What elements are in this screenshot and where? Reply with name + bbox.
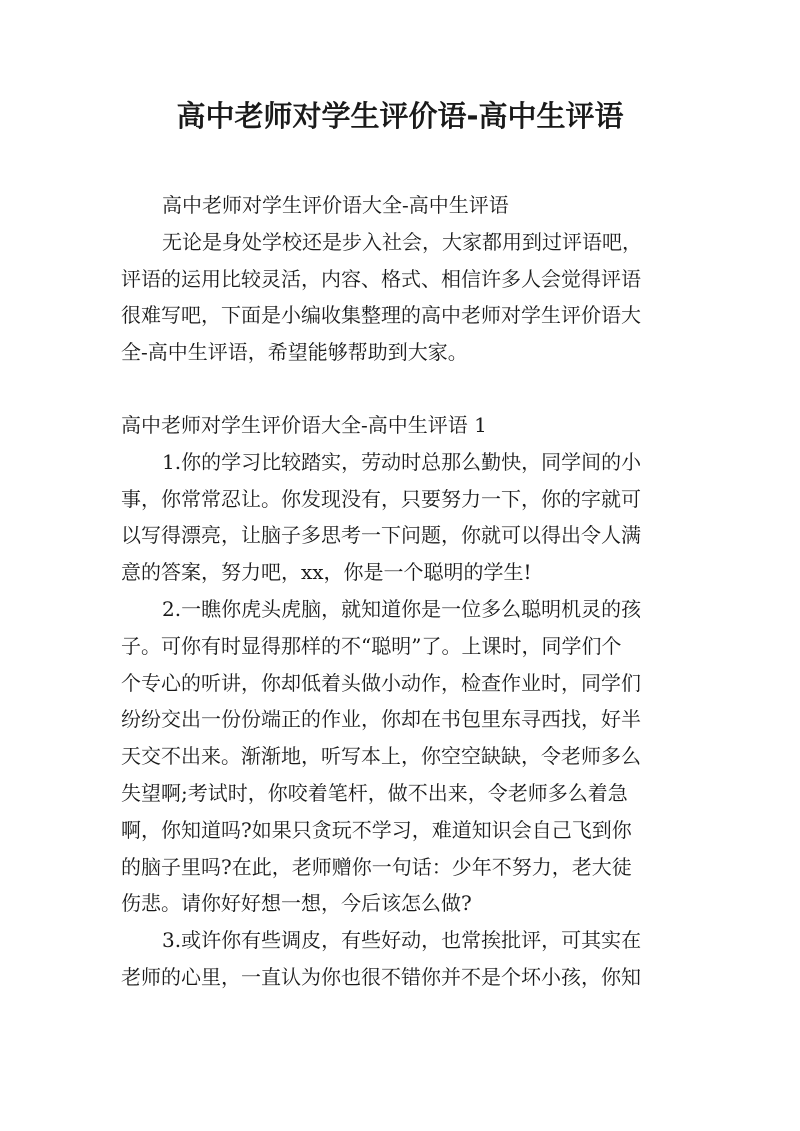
item-1-line: 以写得漂亮，让脑子多思考一下问题，你就可以得出令人满 bbox=[121, 523, 641, 548]
paragraph-gap bbox=[121, 371, 681, 407]
section-heading: 高中老师对学生评价语大全-高中生评语 1 bbox=[121, 412, 487, 437]
intro-subtitle: 高中老师对学生评价语大全-高中生评语 bbox=[162, 193, 509, 217]
intro-line: 很难写吧，下面是小编收集整理的高中老师对学生评价语大 bbox=[121, 303, 641, 328]
intro-line: 全-高中生评语，希望能够帮助到大家。 bbox=[121, 340, 468, 365]
item-2-line: 个专心的听讲，你却低着头做小动作，检查作业时，同学们 bbox=[121, 670, 641, 695]
document-title: 高中老师对学生评价语-高中生评语 bbox=[176, 99, 624, 133]
item-3-line: 老师的心里，一直认为你也很不错你并不是个坏小孩，你知 bbox=[121, 964, 641, 989]
item-2-line: 伤悲。请你好好想一想，今后该怎么做? bbox=[121, 891, 472, 916]
item-2-line: 啊，你知道吗?如果只贪玩不学习，难道知识会自己飞到你 bbox=[121, 817, 632, 842]
item-2-line: 失望啊;考试时，你咬着笔杆，做不出来，令老师多么着急 bbox=[121, 780, 628, 805]
intro-line: 评语的运用比较灵活，内容、格式、相信许多人会觉得评语 bbox=[121, 266, 641, 291]
document-body bbox=[121, 187, 681, 996]
item-1-line: 意的答案，努力吧，xx，你是一个聪明的学生! bbox=[121, 560, 532, 585]
item-2-line: 天交不出来。渐渐地，听写本上，你空空缺缺，令老师多么 bbox=[121, 744, 641, 769]
item-2-line: 纷纷交出一份份端正的作业，你却在书包里东寻西找，好半 bbox=[121, 707, 641, 732]
intro-line: 无论是身处学校还是步入社会，大家都用到过评语吧， bbox=[162, 229, 642, 254]
item-1-line: 事，你常常忍让。你发现没有，只要努力一下，你的字就可 bbox=[121, 486, 641, 511]
item-3-line: 3.或许你有些调皮，有些好动，也常挨批评，可其实在 bbox=[162, 928, 642, 953]
item-2-line: 子。可你有时显得那样的不“聪明”了。上课时，同学们个 bbox=[121, 633, 622, 658]
item-2-line: 的脑子里吗?在此，老师赠你一句话：少年不努力，老大徒 bbox=[121, 854, 632, 879]
item-1-line: 1.你的学习比较踏实，劳动时总那么勤快，同学间的小 bbox=[162, 449, 642, 474]
item-2-line: 2.一瞧你虎头虎脑，就知道你是一位多么聪明机灵的孩 bbox=[162, 596, 642, 621]
